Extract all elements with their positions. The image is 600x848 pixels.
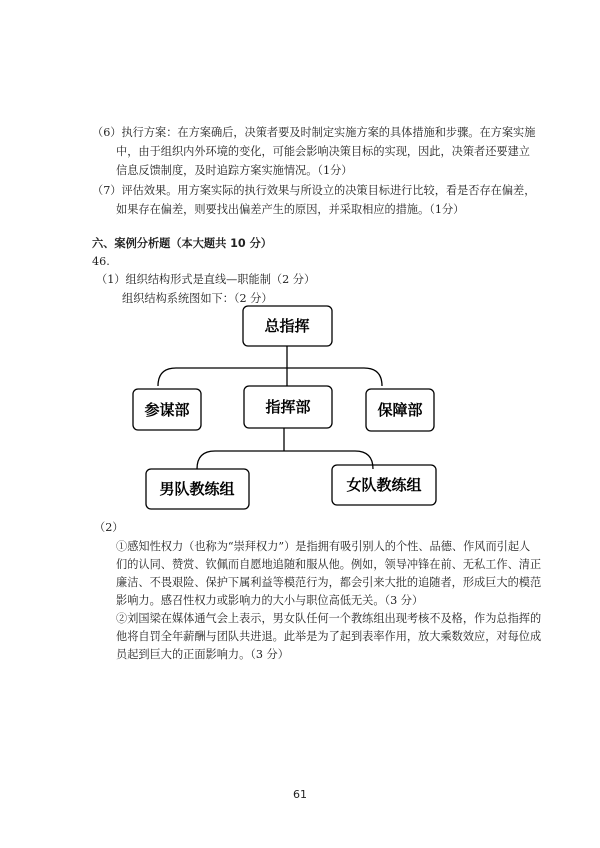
item6-line1: （6）执行方案：在方案确后，决策者要及时制定实施方案的具体措施和步骤。在方案实施 [92,126,536,139]
item7-line2: 如果存在偏差，则要找出偏差产生的原因，并采取相应的措施。（1分） [116,203,465,216]
label-bottom-left: 男队教练组 [159,480,235,498]
p1-line2: 们的认同、赞赏、钦佩而自愿地追随和服从他。例如，领导冲锋在前、无私工作、清正 [116,558,542,571]
part1-answer: （1）组织结构形式是直线—职能制（2 分） [96,273,316,286]
p2-line1: ②刘国梁在媒体通气会上表示，男女队任何一个教练组出现考核不及格，作为总指挥的 [116,612,542,625]
label-middle-right: 保障部 [377,401,423,419]
section-heading: 六、案例分析题（本大题共 10 分） [92,237,272,250]
part2-label: （2） [94,521,124,534]
item6-line2: 中，由于组织内外环境的变化，可能会影响决策目标的实现，因此，决策者还要建立 [116,145,530,158]
p2-line2: 他将自罚全年薪酬与团队共进退。此举是为了起到表率作用，放大乘数效应，对每位成 [116,630,542,643]
item6-line3: 信息反馈制度，及时追踪方案实施情况。（1分） [116,164,353,177]
p1-line3: 廉洁、不畏艰险、保护下属利益等模范行为，都会引来大批的追随者，形成巨大的模范 [116,576,542,589]
question-number: 46. [92,255,110,268]
label-middle-left: 参谋部 [144,401,190,419]
diagram-caption: 组织结构系统图如下：（2 分） [122,292,273,305]
item7-line1: （7）评估效果。用方案实际的执行效果与所设立的决策目标进行比较，看是否存在偏差， [92,184,536,197]
label-top: 总指挥 [264,317,310,335]
label-middle-center: 指挥部 [265,398,311,416]
p1-line1: ①感知性权力（也称为“崇拜权力”）是指拥有吸引别人的个性、品德、作风而引起人 [116,540,531,553]
label-bottom-right: 女队教练组 [346,476,422,494]
p2-line3: 员起到巨大的正面影响力。（3 分） [116,648,289,661]
p1-line4: 影响力。感召性权力或影响力的大小与职位高低无关。（3 分） [116,594,424,607]
page-number: 61 [293,788,307,801]
